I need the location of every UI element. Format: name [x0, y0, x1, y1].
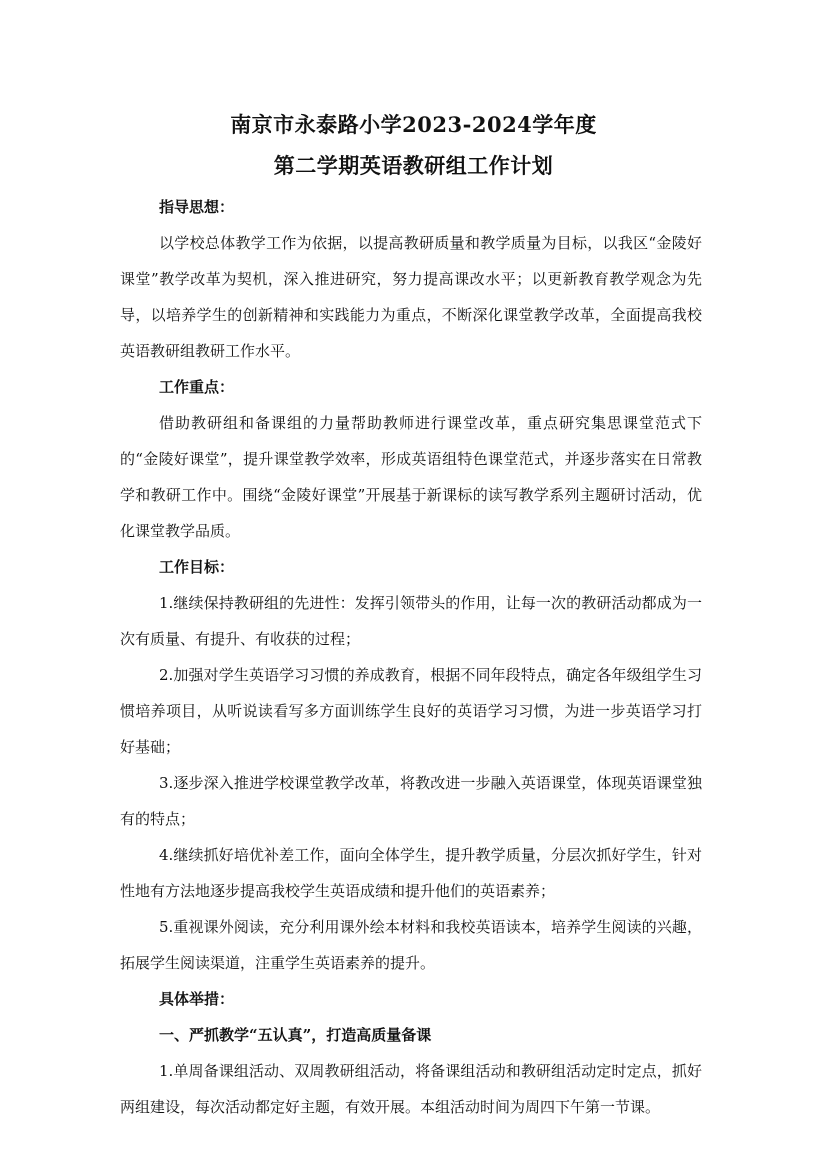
- goal-item: 4.继续抓好培优补差工作，面向全体学生，提升教学质量，分层次抓好学生，针对性地有方法地逐步提高我校学生英语成绩和提升他们的英语素养；: [120, 846, 702, 900]
- document-body: [120, 189, 702, 1125]
- focus-heading: 工作重点：: [159, 378, 235, 396]
- goal-item: 3.逐步深入推进学校课堂教学改革，将教改进一步融入英语课堂，体现英语课堂独有的特点；: [120, 774, 702, 828]
- guiding-heading: 指导思想：: [159, 198, 235, 216]
- guiding-paragraph: 以学校总体教学工作为依据，以提高教研质量和教学质量为目标，以我区“金陵好课堂”教学改革为契机，深入推进研究，努力提高课改水平；以更新教育教学观念为先导，以培养学生的创新精神和实践能力为重点，不断深化课堂教学改革，全面提高我校英语教研组教研工作水平。: [120, 234, 702, 360]
- focus-paragraph: 借助教研组和备课组的力量帮助教师进行课堂改革，重点研究集思课堂范式下的“金陵好课堂”，提升课堂教学效率，形成英语组特色课堂范式，并逐步落实在日常教学和教研工作中。围绕“金陵好课堂”开展基于新课标的读写教学系列主题研讨活动，优化课堂教学品质。: [120, 414, 702, 540]
- measure-1-item-1: 1.单周备课组活动、双周教研组活动，将备课组活动和教研组活动定时定点，抓好两组建设，每次活动都定好主题，有效开展。本组活动时间为周四下午第一节课。: [120, 1062, 702, 1116]
- goals-heading: 工作目标：: [159, 558, 235, 576]
- goal-item: 1.继续保持教研组的先进性：发挥引领带头的作用，让每一次的教研活动都成为一次有质量、有提升、有收获的过程；: [120, 594, 702, 648]
- measures-heading: 具体举措：: [159, 990, 235, 1008]
- goal-item: 2.加强对学生英语学习习惯的养成教育，根据不同年段特点，确定各年级组学生习惯培养项目，从听说读看写多方面训练学生良好的英语学习习惯，为进一步英语学习打好基础；: [120, 666, 702, 756]
- document-title-line2: 第二学期英语教研组工作计划: [273, 153, 554, 178]
- goal-item: 5.重视课外阅读，充分利用课外绘本材料和我校英语读本，培养学生阅读的兴趣，拓展学生阅读渠道，注重学生英语素养的提升。: [120, 918, 702, 972]
- measure-1-heading: 一、严抓教学“五认真”，打造高质量备课: [159, 1026, 432, 1044]
- document-title-line1: 南京市永泰路小学2023-2024学年度: [230, 112, 597, 137]
